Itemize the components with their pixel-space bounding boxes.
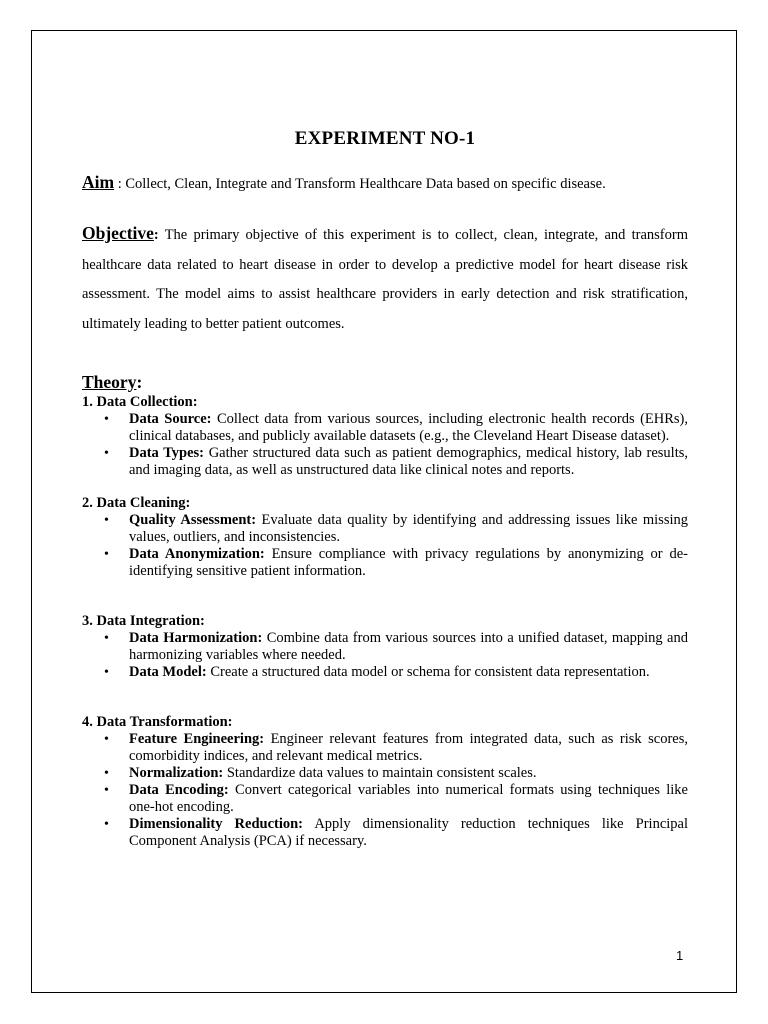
objective-paragraph <box>82 219 688 339</box>
item-term: Normalization: <box>129 765 224 781</box>
page-number: 1 <box>676 948 684 963</box>
list-item <box>82 411 688 445</box>
aim-label: Aim <box>82 172 115 192</box>
section-heading: 2. Data Cleaning: <box>82 495 191 511</box>
section-data-collection <box>82 394 688 479</box>
item-term: Feature Engineering: <box>129 731 265 747</box>
section-list <box>82 411 688 479</box>
item-term: Data Types: <box>129 445 205 461</box>
section-data-transformation <box>82 714 688 850</box>
section-data-integration <box>82 613 688 681</box>
list-item <box>82 512 688 546</box>
section-list <box>82 512 688 580</box>
theory-heading <box>82 372 688 394</box>
section-list <box>82 630 688 681</box>
objective-colon: : <box>153 227 159 243</box>
item-text: Standardize data values to maintain consistent scales. <box>226 765 537 781</box>
list-item <box>82 445 688 479</box>
item-text: Ensure compliance with privacy regulations by anonymizing or de-identifying sensitive patient information. <box>129 546 688 579</box>
bullet-icon: • <box>104 732 109 747</box>
bullet-icon: • <box>104 766 109 781</box>
bullet-icon: • <box>104 665 109 680</box>
item-term: Dimensionality Reduction: <box>129 816 304 832</box>
item-text: Gather structured data such as patient demographics, medical history, lab results, and imaging data, as well as unstructured data like clinical notes and reports. <box>129 445 688 478</box>
aim-paragraph <box>82 171 688 195</box>
document-body <box>82 126 688 850</box>
item-term: Data Encoding: <box>129 782 229 798</box>
objective-text: The primary objective of this experiment is to collect, clean, integrate, and transform healthcare data related to heart disease in order to develop a predictive model for heart disease risk assessment. The model aims to assist healthcare providers in early detection and risk stratification, ultimately leading to better patient outcomes. <box>82 227 688 332</box>
item-term: Quality Assessment: <box>129 512 257 528</box>
bullet-icon: • <box>104 631 109 646</box>
theory-label: Theory <box>82 372 137 392</box>
item-text: Apply dimensionality reduction techniques like Principal Component Analysis (PCA) if necessary. <box>129 816 689 849</box>
theory-colon: : <box>136 372 143 392</box>
bullet-icon: • <box>104 412 109 427</box>
aim-text: Collect, Clean, Integrate and Transform Healthcare Data based on specific disease. <box>125 176 606 192</box>
objective-label: Objective <box>82 223 154 243</box>
item-text: Evaluate data quality by identifying and addressing issues like missing values, outliers, and inconsistencies. <box>129 512 688 545</box>
item-term: Data Source: <box>129 411 212 427</box>
list-item <box>82 765 688 782</box>
list-item <box>82 782 688 816</box>
item-text: Engineer relevant features from integrated data, such as risk scores, comorbidity indices, and relevant medical metrics. <box>129 731 689 764</box>
item-text: Convert categorical variables into numerical formats using techniques like one-hot encoding. <box>129 782 688 815</box>
bullet-icon: • <box>104 817 109 832</box>
item-term: Data Anonymization: <box>129 546 265 562</box>
item-text: Collect data from various sources, including electronic health records (EHRs), clinical databases, and publicly available datasets (e.g., the Cleveland Heart Disease dataset). <box>129 411 688 444</box>
bullet-icon: • <box>104 513 109 528</box>
item-term: Data Model: <box>129 664 207 680</box>
bullet-icon: • <box>104 783 109 798</box>
section-heading: 3. Data Integration: <box>82 613 205 629</box>
list-item <box>82 731 688 765</box>
bullet-icon: • <box>104 547 109 562</box>
section-data-cleaning <box>82 495 688 580</box>
aim-separator: : <box>114 176 126 192</box>
list-item <box>82 816 688 850</box>
section-list <box>82 731 688 850</box>
bullet-icon: • <box>104 446 109 461</box>
item-text: Create a structured data model or schema for consistent data representation. <box>210 664 650 680</box>
section-heading: 1. Data Collection: <box>82 394 198 410</box>
list-item <box>82 546 688 580</box>
item-text: Combine data from various sources into a unified dataset, mapping and harmonizing variables where needed. <box>129 630 688 663</box>
section-heading: 4. Data Transformation: <box>82 714 233 730</box>
page-title: EXPERIMENT NO-1 <box>294 128 476 149</box>
list-item <box>82 664 688 681</box>
item-term: Data Harmonization: <box>129 630 263 646</box>
list-item <box>82 630 688 664</box>
